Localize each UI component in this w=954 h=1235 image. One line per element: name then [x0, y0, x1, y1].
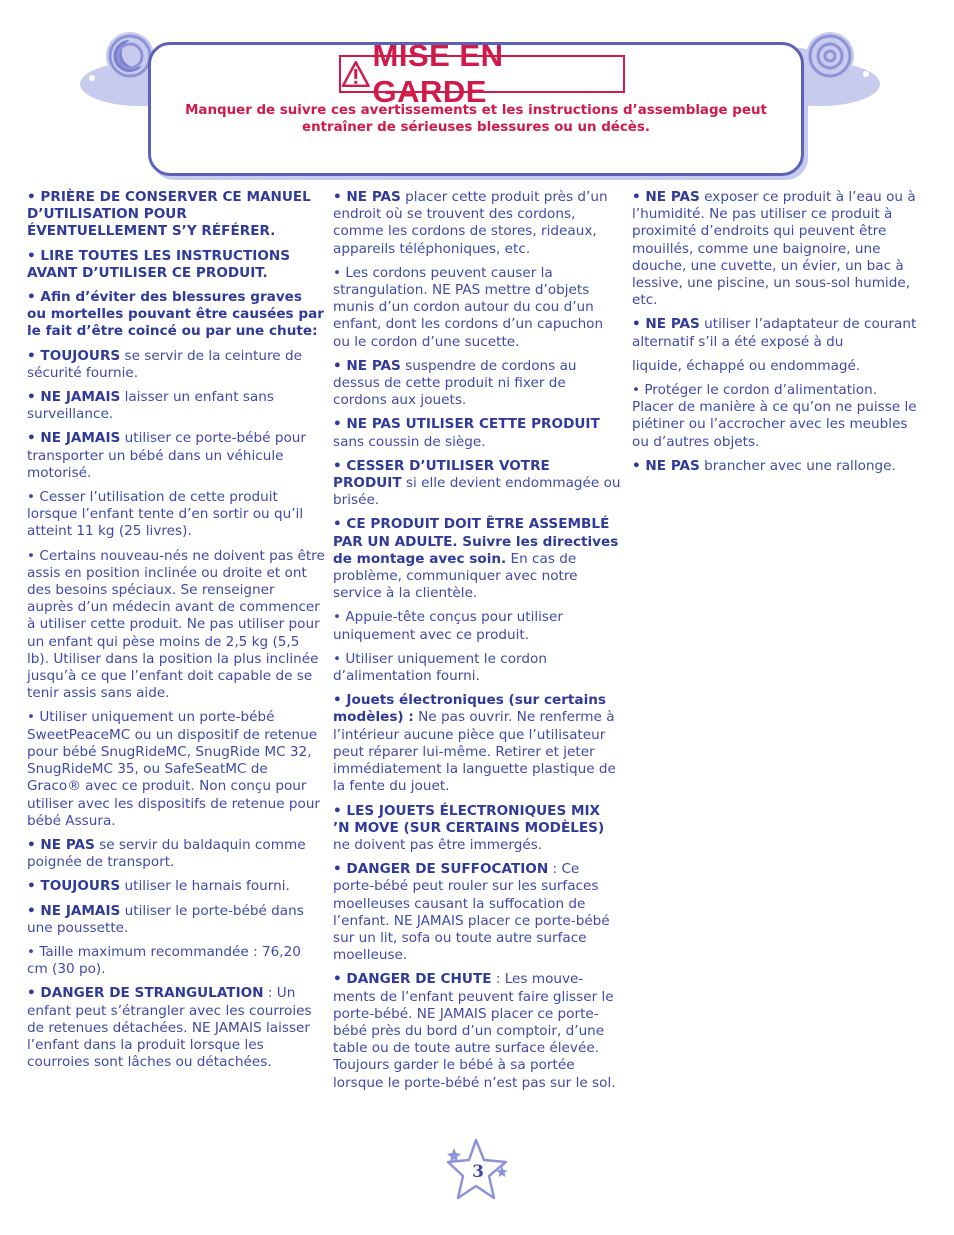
warning-item-emphasis: • NE PAS: [333, 357, 401, 374]
warning-item-emphasis: • DANGER DE STRANGULATION: [27, 985, 264, 1002]
warning-item: [333, 458, 621, 510]
warning-item-text: si elle devient endommagée ou brisée.: [333, 475, 621, 509]
warning-item-emphasis: • Jouets électroniques (sur certains modèles) :: [333, 692, 607, 726]
warning-item-text: • Appuie-tête conçus pour utiliser uniquement avec ce produit.: [333, 609, 563, 643]
column-1: [27, 189, 325, 1078]
warning-item-text: liquide, échappé ou endommagé.: [632, 357, 861, 374]
warning-columns: [27, 189, 927, 1119]
warning-item-text: utiliser ce porte-bébé pour transporter un bébé dans un véhicule motorisé.: [27, 430, 306, 481]
warning-item: [333, 358, 621, 410]
warning-item-emphasis: • NE JAMAIS: [27, 389, 121, 406]
warning-item-text: utiliser le porte-bébé dans une poussette.: [27, 902, 304, 936]
warning-item: [27, 430, 325, 482]
warning-item: [27, 189, 325, 241]
warning-item: [632, 382, 922, 451]
warning-box: [148, 38, 804, 176]
warning-subtitle-line: entraîner de sérieuses blessures ou un décès.: [302, 120, 650, 135]
warning-item-emphasis: • DANGER DE CHUTE: [333, 971, 492, 988]
warning-item-emphasis: • NE PAS UTILISER CETTE PRODUIT: [333, 416, 600, 433]
warning-item-emphasis: • TOUJOURS: [27, 347, 121, 364]
warning-item: [27, 548, 325, 703]
warning-item-text: • Utiliser uniquement un porte-bébé SweetPeaceMC ou un dispositif de retenue pour bébé SnugRideMC, SnugRide MC 32, SnugRideMC 35, ou SafeSeatMC de Graco® avec ce produit. Non conçu pour utiliser avec les dispositifs de retenue pour bébé Assura.: [27, 709, 321, 829]
warning-item: [333, 265, 621, 351]
warning-item-emphasis: • NE JAMAIS: [27, 430, 121, 447]
warning-title: [339, 38, 625, 109]
warning-item-emphasis: • NE PAS: [632, 316, 700, 333]
warning-item-emphasis: • NE PAS: [333, 189, 401, 205]
warning-item-text: suspendre de cordons au dessus de cette produit ni fixer de cordons aux jouets.: [333, 357, 577, 409]
warning-item: [632, 316, 922, 350]
warning-item-text: • Taille maximum recommandée : 76,20 cm (30 po).: [27, 943, 301, 978]
warning-item-text: • Utiliser uniquement le cordon d’alimentation fourni.: [333, 650, 547, 685]
warning-item-emphasis: • DANGER DE SUFFOCATION: [333, 861, 549, 878]
warning-item: [333, 189, 621, 258]
warning-item-text: exposer ce produit à l’eau ou à l’humidité. Ne pas utiliser ce produit à proximité d’endroits qui peuvent être mouillés, comme une baignoire, une douche, une cuvette, un évier, un bac à lessive, une piscine, un sous-sol humide, etc.: [632, 189, 916, 309]
warning-item: [632, 458, 922, 475]
warning-item-text: placer cette produit près d’un endroit où se trouvent des cordons, comme les cordons de stores, rideaux, appareils téléphoniques, etc.: [333, 189, 608, 257]
warning-item-text: • Cesser l’utilisation de cette produit lorsque l’enfant tente d’en sortir ou qu’il atteint 11 kg (25 livres).: [27, 489, 304, 540]
warning-item-text: brancher avec une rallonge.: [699, 457, 896, 474]
warning-item: [27, 389, 325, 423]
warning-item: [333, 803, 621, 855]
warning-item: [632, 358, 922, 375]
page-number-star: [446, 1136, 510, 1204]
warning-item: [333, 861, 621, 964]
warning-header: [70, 26, 890, 166]
warning-item-text: • Protéger le cordon d’alimentation. Placer de manière à ce qu’on ne puisse le piétiner ou l’accrocher avec les meubles ou d’autres objets.: [632, 382, 917, 450]
warning-item: [27, 944, 325, 978]
warning-item: [333, 971, 621, 1091]
warning-item: [27, 709, 325, 829]
warning-item-emphasis: • TOUJOURS: [27, 878, 121, 895]
warning-item: [333, 651, 621, 685]
warning-item-emphasis: • NE PAS: [632, 457, 700, 474]
warning-subtitle: [161, 102, 791, 136]
warning-item-text: sans coussin de siège.: [333, 433, 486, 450]
warning-item-text: laisser un enfant sans surveillance.: [27, 389, 274, 423]
warning-subtitle-line: Manquer de suivre ces avertissements et les instructions d’assemblage peut: [185, 103, 767, 118]
warning-item: [333, 516, 621, 602]
warning-item-text: • Certains nouveau-nés ne doivent pas être assis en position inclinée ou droite et ont des besoins spéciaux. Se renseigner auprès d’un médecin avant de commencer à utiliser cette produit. Ne pas utiliser pour un enfant qui pèse moins de 2,5 kg (5,5 lb). Utiliser dans la position la plus inclinée jusqu’à ce que l’enfant doit capable de se tenir assis sans aide.: [27, 547, 325, 702]
warning-title-text: MISE EN GARDE: [372, 38, 504, 109]
column-2: [333, 189, 621, 1099]
warning-item-text: Ne pas ouvrir. Ne renferme à l’intérieur aucune pièce que l’utilisateur peut réparer lui-même. Retirer et jeter immédiatement la languette plastique de la fente du jouet.: [333, 709, 616, 795]
warning-triangle-icon: [341, 60, 371, 88]
warning-item-text: : Un enfant peut s’étrangler avec les courroies de retenues détachées. NE JAMAIS laisser l’enfant dans la produit lorsque les courroies sont lâches ou détachées.: [27, 985, 312, 1071]
warning-item: [27, 248, 325, 282]
warning-item-text: • Les cordons peuvent causer la strangulation. NE PAS mettre d’objets munis d’un cordon autour du cou d’un enfant, dont les cordons d’un capuchon ou le cordon d’une sucette.: [333, 264, 604, 350]
warning-item-text: se servir du baldaquin comme poignée de transport.: [27, 836, 306, 871]
page-number: 3: [472, 1162, 484, 1182]
warning-item-text: se servir de la ceinture de sécurité fournie.: [27, 347, 302, 381]
warning-item-emphasis: • PRIÈRE DE CONSERVER CE MANUEL D’UTILISATION POUR ÉVENTUELLEMENT S’Y RÉFÉRER.: [27, 189, 311, 240]
warning-item-emphasis: • NE PAS: [27, 836, 95, 853]
warning-item-text: ne doivent pas être immergés.: [333, 836, 543, 853]
warning-item: [333, 416, 621, 450]
warning-item-emphasis: • LES JOUETS ÉLECTRONIQUES MIX ’N MOVE (SUR CERTAINS MODÈLES): [333, 802, 605, 836]
warning-item: [27, 878, 325, 895]
column-3: [632, 189, 922, 482]
warning-item-emphasis: • Afin d’éviter des blessures graves ou mortelles pouvant être causées par le fait d’être coincé ou par une chute:: [27, 289, 324, 340]
warning-item-text: : Les mouve-ments de l’enfant peuvent faire glisser le porte-bébé. NE JAMAIS placer ce porte-bébé près du bord d’un comptoir, d’une table ou de toute autre surface élevée. Toujours garder le bébé à sa portée lorsque le porte-bébé n’est pas sur le sol.: [333, 971, 616, 1091]
warning-item: [333, 692, 621, 795]
warning-item-text: : Ce porte-bébé peut rouler sur les surfaces moelleuses causant la suffocation de l’enfant. NE JAMAIS placer ce porte-bébé sur un lit, sofa ou toute autre surface moelleuse.: [333, 861, 610, 964]
warning-item: [632, 189, 922, 309]
warning-item: [27, 289, 325, 341]
warning-item-emphasis: • NE JAMAIS: [27, 902, 121, 919]
warning-item: [27, 985, 325, 1071]
warning-item-emphasis: • CE PRODUIT DOIT ÊTRE ASSEMBLÉ PAR UN ADULTE. Suivre les directives de montage avec soin.: [333, 516, 619, 567]
warning-item-emphasis: • LIRE TOUTES LES INSTRUCTIONS AVANT D’UTILISER CE PRODUIT.: [27, 247, 291, 281]
warning-item: [27, 348, 325, 382]
warning-item-text: En cas de problème, communiquer avec notre service à la clientèle.: [333, 550, 578, 602]
warning-item-text: utiliser l’adaptateur de courant alternatif s’il a été exposé à du: [632, 316, 917, 350]
warning-item-emphasis: • CESSER D’UTILISER VOTRE PRODUIT: [333, 457, 550, 492]
warning-item: [27, 489, 325, 541]
warning-item: [27, 837, 325, 871]
warning-item-emphasis: • NE PAS: [632, 189, 700, 205]
warning-item: [333, 609, 621, 643]
warning-item-text: utiliser le harnais fourni.: [120, 878, 290, 895]
warning-item: [27, 903, 325, 937]
